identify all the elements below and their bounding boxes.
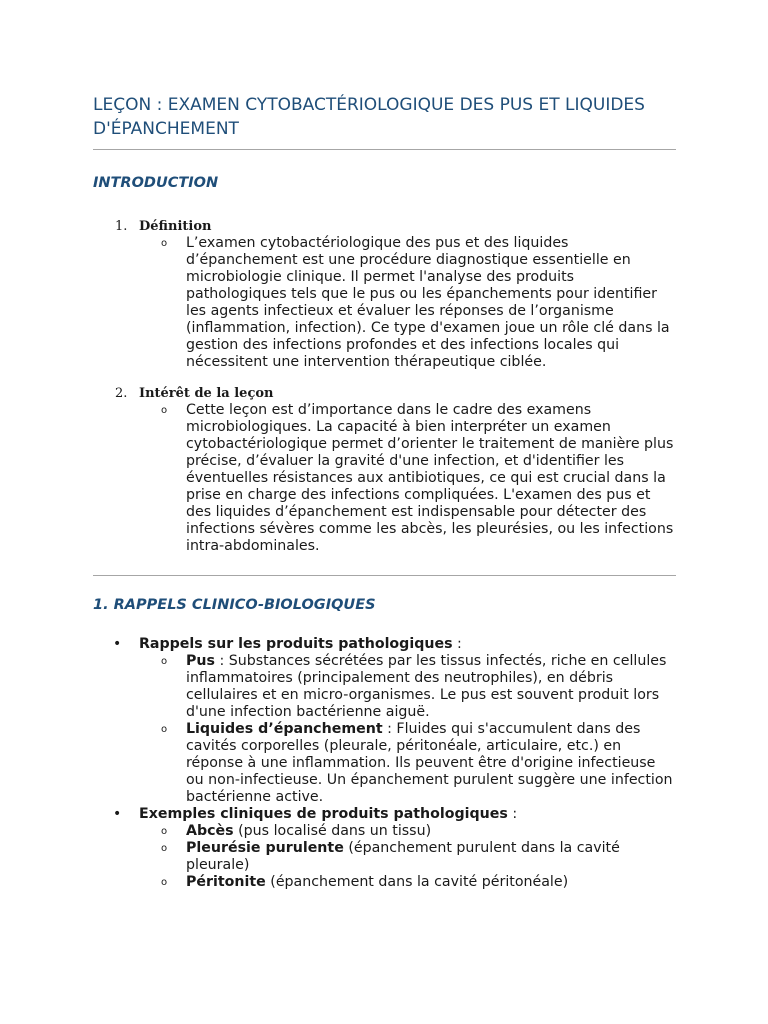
introduction-list <box>93 218 676 555</box>
paragraph <box>186 823 676 840</box>
circle-bullet-icon: o <box>161 826 168 837</box>
document-page <box>93 93 676 891</box>
definition: (épanchement dans la cavité péritonéale) <box>265 874 569 890</box>
item-label: Intérêt de la leçon <box>139 386 274 401</box>
item-label: Définition <box>139 219 212 234</box>
divider <box>93 575 676 576</box>
bullet-label: Exemples cliniques de produits pathologiques <box>139 806 508 822</box>
sub-item <box>139 653 676 721</box>
circle-bullet-icon: o <box>161 238 168 249</box>
item-number: 2. <box>115 386 128 401</box>
circle-bullet-icon: o <box>161 877 168 888</box>
bullet-label: Rappels sur les produits pathologiques <box>139 636 453 652</box>
term: Pleurésie purulente <box>186 840 344 856</box>
list-item <box>93 385 676 555</box>
page-title: LEÇON : EXAMEN CYTOBACTÉRIOLOGIQUE DES PUS ET LIQUIDES D'ÉPANCHEMENT <box>93 95 645 139</box>
section-heading: 1. RAPPELS CLINICO-BIOLOGIQUES <box>93 597 376 613</box>
bullet-icon: • <box>113 806 122 822</box>
definition: : Fluides qui s'accumulent dans des cavités corporelles (pleurale, péritonéale, articulaire, etc.) en réponse à une inflammation. Ils peuvent être d'origine infectieuse ou non-infectieuse. Un épanchement purulent suggère une infection bactérienne active. <box>186 721 673 805</box>
term: Pus <box>186 653 215 669</box>
definition: (épanchement purulent dans la cavité pleurale) <box>186 840 620 873</box>
circle-bullet-icon: o <box>161 843 168 854</box>
term: Abcès <box>186 823 234 839</box>
circle-bullet-icon: o <box>161 656 168 667</box>
sub-item <box>139 402 676 555</box>
paragraph: Cette leçon est d’importance dans le cadre des examens microbiologiques. La capacité à bien interpréter un examen cytobactériologique permet d’orienter le traitement de manière plus précise, d’évaluer la gravité d'une infection, et d'identifier les éventuelles résistances aux antibiotiques, ce qui est crucial dans la prise en charge des infections compliquées. L'examen des pus et des liquides d’épanchement est indispensable pour détecter des infections sévères comme les abcès, les pleurésies, ou les infections intra-abdominales. <box>186 402 674 554</box>
paragraph <box>186 874 676 891</box>
divider <box>93 149 676 150</box>
sub-item <box>139 840 676 874</box>
sub-item <box>139 235 676 371</box>
bullet-text <box>139 806 676 823</box>
term: Liquides d’épanchement <box>186 721 383 737</box>
bullet-suffix: : <box>452 636 462 652</box>
paragraph: L’examen cytobactériologique des pus et des liquides d’épanchement est une procédure diagnostique essentielle en microbiologie clinique. Il permet l'analyse des produits pathologiques tels que le pus ou les épanchements pour identifier les agents infectieux et évaluer les réponses de l’organisme (inflammation, infection). Ce type d'examen joue un rôle clé dans la gestion des infections profondes et des infections locales qui nécessitent une intervention thérapeutique ciblée. <box>186 235 670 370</box>
introduction-heading: INTRODUCTION <box>93 175 219 191</box>
item-number: 1. <box>115 219 128 234</box>
sub-item <box>139 721 676 806</box>
list-item <box>93 218 676 371</box>
paragraph <box>186 721 676 806</box>
circle-bullet-icon: o <box>161 405 168 416</box>
rappels-list <box>93 636 676 891</box>
sub-item <box>139 874 676 891</box>
term: Péritonite <box>186 874 266 890</box>
definition: (pus localisé dans un tissu) <box>233 823 432 839</box>
sub-item <box>139 823 676 840</box>
circle-bullet-icon: o <box>161 724 168 735</box>
bullet-suffix: : <box>507 806 518 822</box>
list-item <box>93 806 676 891</box>
paragraph <box>186 653 676 721</box>
list-item <box>93 636 676 806</box>
bullet-text <box>139 636 676 653</box>
definition: : Substances sécrétées par les tissus infectés, riche en cellules inflammatoires (principalement des neutrophiles), en débris cellulaires et en micro-organismes. Le pus est souvent produit lors d'une infection bactérienne aiguë. <box>186 653 667 720</box>
bullet-icon: • <box>113 636 122 652</box>
paragraph <box>186 840 676 874</box>
